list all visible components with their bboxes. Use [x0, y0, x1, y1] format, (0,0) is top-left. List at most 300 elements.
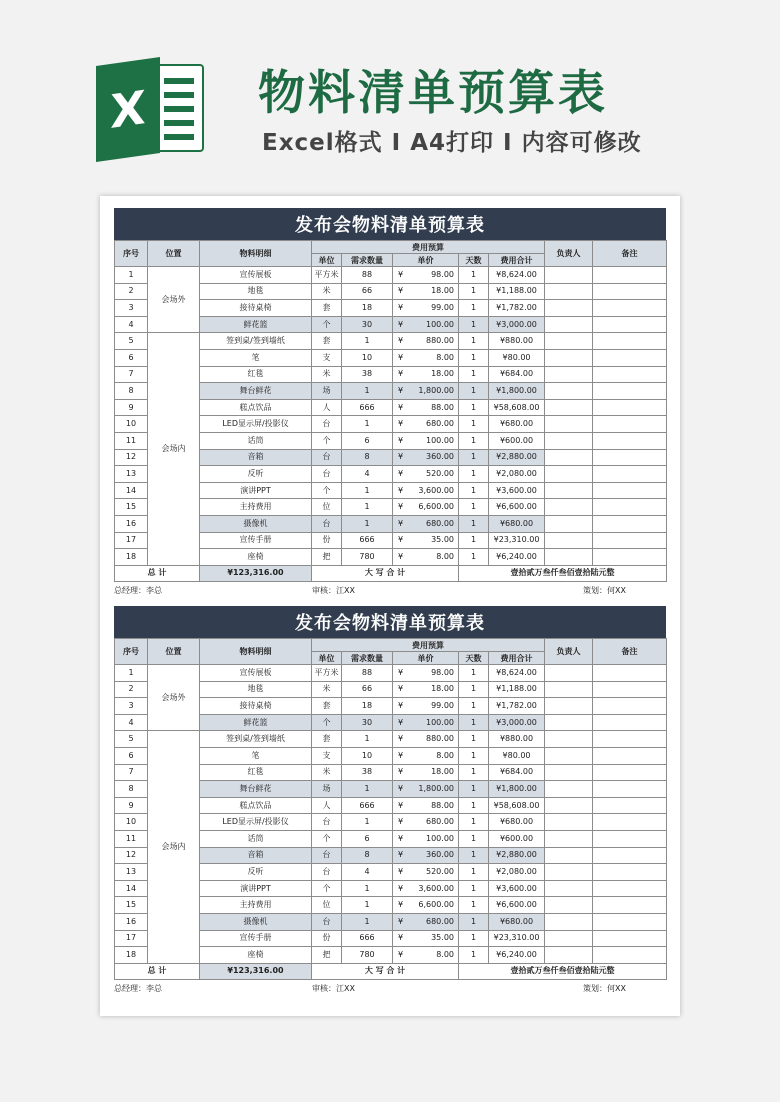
row-item: 地毯 [200, 283, 312, 300]
row-item: 接待桌椅 [200, 300, 312, 317]
row-unit: 把 [312, 549, 342, 566]
row-seq: 12 [115, 449, 148, 466]
row-owner [545, 665, 593, 682]
row-subtotal: ¥2,880.00 [489, 449, 545, 466]
row-remark [593, 930, 667, 947]
row-price [393, 549, 459, 566]
row-subtotal: ¥684.00 [489, 366, 545, 383]
row-price [393, 466, 459, 483]
currency-symbol: ¥ [398, 949, 404, 959]
row-qty: 1 [342, 897, 393, 914]
row-subtotal: ¥6,240.00 [489, 947, 545, 964]
row-owner [545, 449, 593, 466]
row-price [393, 316, 459, 333]
row-seq: 14 [115, 880, 148, 897]
row-days: 1 [459, 797, 489, 814]
row-unit: 支 [312, 747, 342, 764]
row-owner [545, 333, 593, 350]
currency-symbol: ¥ [398, 833, 404, 843]
row-unit: 场 [312, 383, 342, 400]
price-value: 99.00 [431, 302, 454, 312]
planner-signature: 策划：何XX [583, 984, 626, 994]
row-seq: 6 [115, 747, 148, 764]
row-days: 1 [459, 532, 489, 549]
row-item: 鲜花篮 [200, 316, 312, 333]
table-row [115, 333, 667, 350]
row-subtotal: ¥3,600.00 [489, 880, 545, 897]
row-remark [593, 399, 667, 416]
caps-value: 壹拾贰万叁仟叁佰壹拾陆元整 [459, 565, 667, 582]
manager-signature: 总经理：李总 [114, 586, 162, 596]
row-days: 1 [459, 333, 489, 350]
row-subtotal: ¥680.00 [489, 515, 545, 532]
row-remark [593, 482, 667, 499]
currency-symbol: ¥ [398, 269, 404, 279]
row-remark [593, 747, 667, 764]
row-item: 演讲PPT [200, 880, 312, 897]
currency-symbol: ¥ [398, 535, 404, 545]
row-item: 摄像机 [200, 515, 312, 532]
row-subtotal: ¥680.00 [489, 416, 545, 433]
row-seq: 15 [115, 499, 148, 516]
row-owner [545, 482, 593, 499]
row-unit: 人 [312, 797, 342, 814]
row-qty: 1 [342, 333, 393, 350]
row-subtotal: ¥2,080.00 [489, 864, 545, 881]
row-unit: 平方米 [312, 267, 342, 284]
row-qty: 18 [342, 300, 393, 317]
row-days: 1 [459, 880, 489, 897]
row-remark [593, 681, 667, 698]
row-owner [545, 432, 593, 449]
excel-logo-icon: X [96, 58, 206, 154]
row-days: 1 [459, 681, 489, 698]
row-price [393, 482, 459, 499]
currency-symbol: ¥ [398, 900, 404, 910]
row-seq: 2 [115, 681, 148, 698]
row-unit: 份 [312, 930, 342, 947]
price-value: 680.00 [426, 419, 454, 429]
row-price [393, 797, 459, 814]
row-price [393, 532, 459, 549]
row-owner [545, 781, 593, 798]
row-remark [593, 913, 667, 930]
price-value: 360.00 [426, 850, 454, 860]
row-remark [593, 814, 667, 831]
currency-symbol: ¥ [398, 717, 404, 727]
total-row [115, 565, 667, 582]
row-days: 1 [459, 897, 489, 914]
row-unit: 套 [312, 731, 342, 748]
row-seq: 11 [115, 830, 148, 847]
row-qty: 4 [342, 864, 393, 881]
row-owner [545, 466, 593, 483]
row-unit: 米 [312, 366, 342, 383]
price-value: 520.00 [426, 468, 454, 478]
row-qty: 30 [342, 316, 393, 333]
row-days: 1 [459, 366, 489, 383]
row-seq: 4 [115, 316, 148, 333]
currency-symbol: ¥ [398, 385, 404, 395]
row-remark [593, 515, 667, 532]
price-value: 680.00 [426, 817, 454, 827]
row-remark [593, 333, 667, 350]
table-row [115, 665, 667, 682]
row-price [393, 283, 459, 300]
row-qty: 1 [342, 416, 393, 433]
row-price [393, 515, 459, 532]
currency-symbol: ¥ [398, 485, 404, 495]
price-value: 6,600.00 [418, 502, 454, 512]
row-owner [545, 930, 593, 947]
row-item: 红毯 [200, 366, 312, 383]
row-seq: 7 [115, 366, 148, 383]
row-unit: 台 [312, 913, 342, 930]
row-price [393, 333, 459, 350]
row-unit: 个 [312, 482, 342, 499]
row-location: 会场外 [148, 267, 200, 333]
row-days: 1 [459, 300, 489, 317]
row-days: 1 [459, 482, 489, 499]
row-owner [545, 300, 593, 317]
header-qty: 需求数量 [342, 254, 393, 267]
row-seq: 11 [115, 432, 148, 449]
row-remark [593, 698, 667, 715]
row-qty: 780 [342, 549, 393, 566]
row-qty: 1 [342, 880, 393, 897]
row-owner [545, 399, 593, 416]
row-owner [545, 283, 593, 300]
row-subtotal: ¥880.00 [489, 333, 545, 350]
row-subtotal: ¥600.00 [489, 432, 545, 449]
row-seq: 1 [115, 267, 148, 284]
row-remark [593, 466, 667, 483]
row-unit: 位 [312, 897, 342, 914]
total-amount: ¥123,316.00 [200, 963, 312, 980]
row-seq: 18 [115, 549, 148, 566]
currency-symbol: ¥ [398, 800, 404, 810]
price-value: 3,600.00 [418, 883, 454, 893]
row-subtotal: ¥1,800.00 [489, 781, 545, 798]
header-subtotal: 费用合计 [489, 254, 545, 267]
row-location: 会场外 [148, 665, 200, 731]
row-price [393, 897, 459, 914]
row-seq: 9 [115, 797, 148, 814]
currency-symbol: ¥ [398, 319, 404, 329]
row-unit: 台 [312, 847, 342, 864]
row-item: 摄像机 [200, 913, 312, 930]
row-qty: 1 [342, 515, 393, 532]
row-subtotal: ¥880.00 [489, 731, 545, 748]
row-owner [545, 731, 593, 748]
header-price: 单价 [393, 254, 459, 267]
table-row [115, 731, 667, 748]
row-item: 宣传展板 [200, 267, 312, 284]
row-remark [593, 532, 667, 549]
row-remark [593, 499, 667, 516]
row-subtotal: ¥3,600.00 [489, 482, 545, 499]
row-days: 1 [459, 267, 489, 284]
row-unit: 人 [312, 399, 342, 416]
row-owner [545, 681, 593, 698]
row-owner [545, 913, 593, 930]
row-price [393, 267, 459, 284]
row-subtotal: ¥680.00 [489, 814, 545, 831]
row-seq: 14 [115, 482, 148, 499]
row-qty: 1 [342, 781, 393, 798]
row-subtotal: ¥3,000.00 [489, 714, 545, 731]
price-value: 18.00 [431, 369, 454, 379]
price-value: 8.00 [436, 551, 454, 561]
total-label: 总 计 [115, 963, 200, 980]
row-price [393, 880, 459, 897]
banner [0, 0, 780, 190]
row-item: 笔 [200, 349, 312, 366]
row-subtotal: ¥23,310.00 [489, 532, 545, 549]
currency-symbol: ¥ [398, 734, 404, 744]
row-seq: 18 [115, 947, 148, 964]
row-remark [593, 847, 667, 864]
price-value: 680.00 [426, 518, 454, 528]
row-subtotal: ¥6,600.00 [489, 897, 545, 914]
total-label: 总 计 [115, 565, 200, 582]
row-qty: 780 [342, 947, 393, 964]
table-row [115, 267, 667, 284]
currency-symbol: ¥ [398, 817, 404, 827]
row-unit: 套 [312, 300, 342, 317]
row-unit: 米 [312, 283, 342, 300]
total-row [115, 963, 667, 980]
row-owner [545, 366, 593, 383]
row-seq: 5 [115, 333, 148, 350]
row-seq: 16 [115, 515, 148, 532]
row-price [393, 864, 459, 881]
row-location: 会场内 [148, 333, 200, 565]
row-days: 1 [459, 864, 489, 881]
row-days: 1 [459, 399, 489, 416]
reviewer-signature: 审核：江XX [312, 984, 355, 994]
row-days: 1 [459, 781, 489, 798]
row-owner [545, 897, 593, 914]
banner-title: 物料清单预算表 [258, 66, 608, 121]
budget-sheet-2 [114, 606, 666, 995]
row-unit: 台 [312, 449, 342, 466]
row-subtotal: ¥1,188.00 [489, 681, 545, 698]
row-price [393, 300, 459, 317]
row-price [393, 781, 459, 798]
row-price [393, 681, 459, 698]
row-price [393, 847, 459, 864]
row-qty: 1 [342, 731, 393, 748]
row-subtotal: ¥3,000.00 [489, 316, 545, 333]
header-unit: 单位 [312, 652, 342, 665]
row-days: 1 [459, 947, 489, 964]
row-owner [545, 316, 593, 333]
header-owner: 负责人 [545, 241, 593, 267]
row-days: 1 [459, 316, 489, 333]
header-fee-group: 费用预算 [312, 639, 545, 652]
row-item: 舞台鲜花 [200, 781, 312, 798]
row-owner [545, 797, 593, 814]
row-price [393, 399, 459, 416]
row-seq: 3 [115, 300, 148, 317]
row-days: 1 [459, 283, 489, 300]
row-seq: 1 [115, 665, 148, 682]
currency-symbol: ¥ [398, 518, 404, 528]
row-owner [545, 349, 593, 366]
row-qty: 66 [342, 681, 393, 698]
row-days: 1 [459, 515, 489, 532]
row-days: 1 [459, 714, 489, 731]
row-remark [593, 283, 667, 300]
row-unit: 份 [312, 532, 342, 549]
row-remark [593, 316, 667, 333]
row-qty: 88 [342, 267, 393, 284]
row-days: 1 [459, 449, 489, 466]
currency-symbol: ¥ [398, 435, 404, 445]
row-qty: 8 [342, 847, 393, 864]
row-qty: 666 [342, 797, 393, 814]
currency-symbol: ¥ [398, 750, 404, 760]
row-seq: 5 [115, 731, 148, 748]
row-qty: 666 [342, 532, 393, 549]
row-qty: 666 [342, 930, 393, 947]
currency-symbol: ¥ [398, 551, 404, 561]
sheet-title: 发布会物料清单预算表 [114, 606, 666, 638]
row-qty: 1 [342, 383, 393, 400]
row-remark [593, 764, 667, 781]
row-item: 座椅 [200, 549, 312, 566]
total-amount: ¥123,316.00 [200, 565, 312, 582]
table-header [115, 241, 667, 267]
row-item: LED显示屏/投影仪 [200, 416, 312, 433]
price-value: 18.00 [431, 684, 454, 694]
price-value: 18.00 [431, 286, 454, 296]
header-seq: 序号 [115, 639, 148, 665]
row-price [393, 349, 459, 366]
row-unit: 米 [312, 764, 342, 781]
row-subtotal: ¥23,310.00 [489, 930, 545, 947]
row-item: LED显示屏/投影仪 [200, 814, 312, 831]
table-header [115, 639, 667, 665]
row-seq: 6 [115, 349, 148, 366]
row-item: 音箱 [200, 847, 312, 864]
row-item: 话筒 [200, 432, 312, 449]
row-subtotal: ¥58,608.00 [489, 797, 545, 814]
row-seq: 13 [115, 466, 148, 483]
row-seq: 15 [115, 897, 148, 914]
header-days: 天数 [459, 254, 489, 267]
row-price [393, 416, 459, 433]
row-item: 反听 [200, 864, 312, 881]
row-days: 1 [459, 416, 489, 433]
price-value: 520.00 [426, 866, 454, 876]
row-subtotal: ¥8,624.00 [489, 267, 545, 284]
header-subtotal: 费用合计 [489, 652, 545, 665]
budget-table [114, 240, 667, 582]
row-remark [593, 300, 667, 317]
row-days: 1 [459, 432, 489, 449]
row-owner [545, 416, 593, 433]
row-qty: 10 [342, 349, 393, 366]
row-item: 糕点饮品 [200, 399, 312, 416]
row-price [393, 947, 459, 964]
row-remark [593, 665, 667, 682]
row-subtotal: ¥684.00 [489, 764, 545, 781]
currency-symbol: ¥ [398, 419, 404, 429]
row-item: 演讲PPT [200, 482, 312, 499]
row-subtotal: ¥1,188.00 [489, 283, 545, 300]
row-remark [593, 830, 667, 847]
row-item: 鲜花篮 [200, 714, 312, 731]
row-qty: 38 [342, 764, 393, 781]
row-days: 1 [459, 847, 489, 864]
price-value: 1,800.00 [418, 385, 454, 395]
row-remark [593, 366, 667, 383]
row-days: 1 [459, 764, 489, 781]
currency-symbol: ¥ [398, 369, 404, 379]
row-days: 1 [459, 731, 489, 748]
row-days: 1 [459, 698, 489, 715]
row-item: 宣传手册 [200, 532, 312, 549]
row-unit: 个 [312, 830, 342, 847]
currency-symbol: ¥ [398, 667, 404, 677]
row-qty: 30 [342, 714, 393, 731]
row-item: 反听 [200, 466, 312, 483]
currency-symbol: ¥ [398, 286, 404, 296]
row-seq: 8 [115, 781, 148, 798]
caps-label: 大 写 合 计 [312, 565, 459, 582]
currency-symbol: ¥ [398, 700, 404, 710]
row-qty: 38 [342, 366, 393, 383]
row-days: 1 [459, 466, 489, 483]
row-seq: 17 [115, 532, 148, 549]
row-unit: 平方米 [312, 665, 342, 682]
row-owner [545, 880, 593, 897]
row-qty: 4 [342, 466, 393, 483]
header-price: 单价 [393, 652, 459, 665]
row-qty: 6 [342, 830, 393, 847]
currency-symbol: ¥ [398, 916, 404, 926]
row-unit: 支 [312, 349, 342, 366]
price-value: 880.00 [426, 734, 454, 744]
row-qty: 1 [342, 913, 393, 930]
row-remark [593, 714, 667, 731]
price-value: 8.00 [436, 352, 454, 362]
row-price [393, 747, 459, 764]
row-owner [545, 814, 593, 831]
currency-symbol: ¥ [398, 883, 404, 893]
row-owner [545, 847, 593, 864]
price-value: 100.00 [426, 319, 454, 329]
row-qty: 1 [342, 499, 393, 516]
row-owner [545, 747, 593, 764]
row-price [393, 665, 459, 682]
row-qty: 66 [342, 283, 393, 300]
row-remark [593, 880, 667, 897]
row-owner [545, 549, 593, 566]
row-owner [545, 515, 593, 532]
currency-symbol: ¥ [398, 302, 404, 312]
row-owner [545, 698, 593, 715]
header-remark: 备注 [593, 241, 667, 267]
row-remark [593, 416, 667, 433]
row-qty: 1 [342, 482, 393, 499]
row-subtotal: ¥58,608.00 [489, 399, 545, 416]
row-days: 1 [459, 665, 489, 682]
header-qty: 需求数量 [342, 652, 393, 665]
sheet-footer [114, 582, 666, 597]
